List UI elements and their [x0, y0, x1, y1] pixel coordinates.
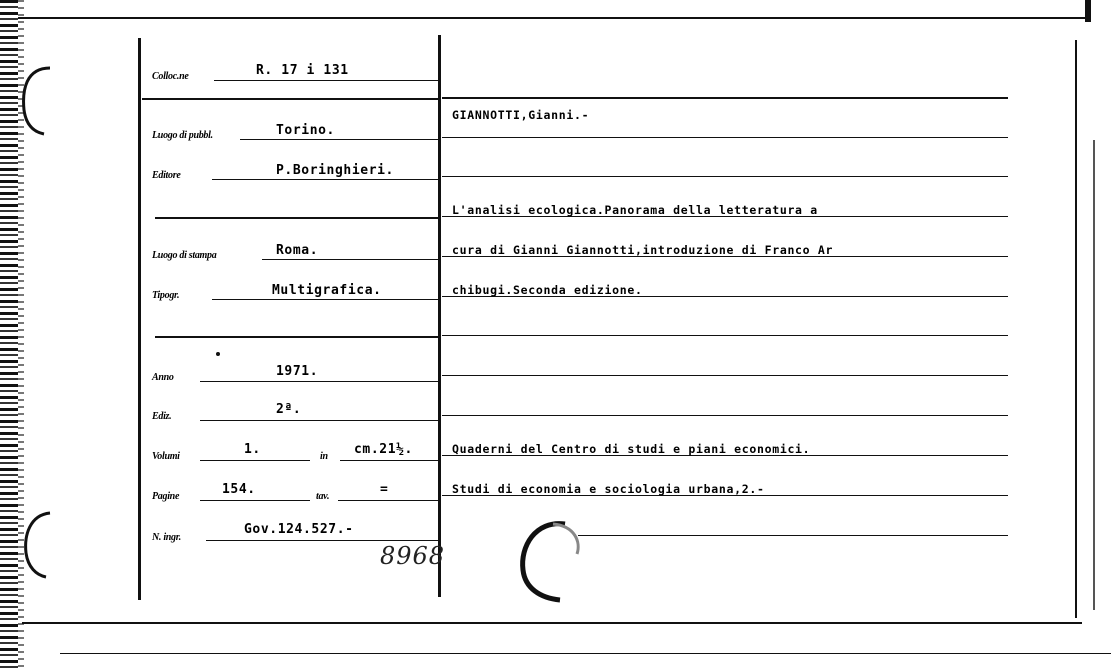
rule-left — [155, 217, 438, 219]
pagine-value: 154. — [222, 482, 256, 497]
rule-right — [442, 375, 1008, 376]
title-line-1: L'analisi ecologica.Panorama della letteratura a — [452, 203, 818, 217]
edizione-value: 2ª. — [276, 402, 302, 417]
rule-right — [578, 535, 1008, 536]
series-line-1: Quaderni del Centro di studi e piani economici. — [452, 442, 811, 456]
volumi-label: Volumi — [152, 451, 180, 462]
rule-right — [442, 97, 1008, 99]
tipografia-label: Tipogr. — [152, 290, 180, 301]
collocazione-value: R. 17 i 131 — [256, 63, 349, 78]
field-underline — [200, 420, 438, 421]
title-line-2: cura di Gianni Giannotti,introduzione di Franco Ar — [452, 243, 834, 257]
card-right-edge — [1075, 40, 1077, 618]
pagine-label: Pagine — [152, 491, 180, 502]
volumi-format: cm.21½. — [354, 442, 413, 457]
field-underline — [212, 179, 438, 180]
field-underline — [340, 460, 438, 461]
anno-label: Anno — [152, 372, 174, 383]
rule-left — [142, 98, 438, 100]
center-column-divider — [438, 35, 441, 597]
title-line-3: chibugi.Seconda edizione. — [452, 283, 643, 297]
field-underline — [214, 80, 438, 81]
rule-left — [155, 336, 438, 338]
scan-top-border — [18, 17, 1088, 19]
rule-right — [442, 415, 1008, 416]
luogo-stampa-value: Roma. — [276, 243, 319, 258]
scan-bottom-line — [60, 653, 1111, 654]
punch-hole-top-icon — [14, 60, 54, 140]
collocazione-label: Colloc.ne — [152, 71, 189, 82]
dot-mark — [216, 352, 220, 356]
field-underline — [240, 139, 438, 140]
left-column-border — [138, 38, 141, 600]
field-underline — [200, 460, 310, 461]
editore-value: P.Boringhieri. — [276, 163, 394, 178]
tipografia-value: Multigrafica. — [272, 283, 382, 298]
anno-value: 1971. — [276, 364, 319, 379]
scan-bottom-border — [22, 622, 1082, 624]
luogo-pubbl-value: Torino. — [276, 123, 335, 138]
card-right-edge-outer — [1093, 140, 1095, 610]
n-ingresso-label: N. ingr. — [152, 532, 182, 543]
center-ring-mark-icon — [505, 512, 585, 607]
field-underline — [206, 540, 438, 541]
rule-right — [442, 176, 1008, 177]
tav-value: = — [380, 482, 389, 497]
scan-top-right-mark — [1085, 0, 1091, 22]
rule-right — [442, 335, 1008, 336]
tav-label: tav. — [316, 491, 330, 502]
volumi-in-label: in — [320, 451, 328, 462]
rule-right — [442, 137, 1008, 138]
series-line-2: Studi di economia e sociologia urbana,2.- — [452, 482, 765, 496]
handwritten-number: 8968 — [380, 542, 446, 570]
author-heading: GIANNOTTI,Gianni.- — [452, 108, 590, 122]
volumi-value: 1. — [244, 442, 261, 457]
field-underline — [212, 299, 438, 300]
field-underline — [262, 259, 438, 260]
field-underline — [200, 500, 310, 501]
editore-label: Editore — [152, 170, 181, 181]
n-ingresso-value: Gov.124.527.- — [244, 522, 354, 537]
field-underline — [200, 381, 438, 382]
luogo-pubbl-label: Luogo di pubbl. — [152, 130, 213, 141]
field-underline — [338, 500, 438, 501]
punch-hole-bottom-icon — [14, 505, 54, 585]
edizione-label: Ediz. — [152, 411, 172, 422]
luogo-stampa-label: Luogo di stampa — [152, 250, 217, 261]
